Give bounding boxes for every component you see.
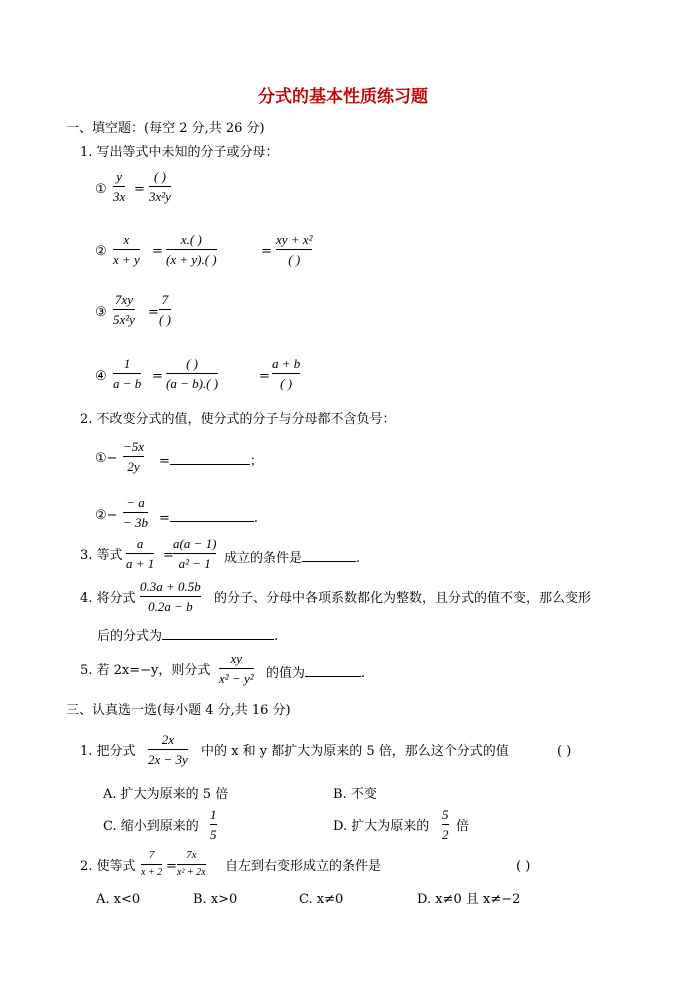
q1-item3-eq: = [148, 305, 159, 320]
s3q2-prefix: 2. 使等式 [80, 859, 136, 874]
s3q2-option-d: D. x≠0 且 x≠−2 [417, 892, 521, 907]
s3q2-suffix: 自左到右变形成立的条件是 [225, 859, 382, 874]
q3-suffix: 成立的条件是 . [224, 551, 361, 566]
q1-item2-frac2: x.( ) (x + y).( ) [166, 232, 217, 267]
q4-line2: 后的分式为 . [97, 629, 279, 644]
section1-heading: 一、填空题：(每空 2 分,共 26 分) [66, 121, 265, 136]
q1-item4-frac1: 1 a − b [113, 356, 142, 391]
q2-item1-frac: −5x 2y [123, 439, 145, 474]
q4-suffix: 的分子、分母中各项系数都化为整数，且分式的值不变，那么变形 [214, 591, 592, 606]
q4-prefix: 4. 将分式 [80, 591, 136, 606]
q1-item3-frac1: 7xy 5x²y [113, 292, 135, 327]
q1-item3-mark: ③ [95, 305, 107, 320]
q2-item2-blank [170, 509, 254, 522]
s3q1-frac: 2x 2x − 3y [148, 732, 188, 767]
q1-label: 1. 写出等式中未知的分子或分母： [80, 145, 279, 160]
q4-frac: 0.3a + 0.5b 0.2a − b [140, 579, 201, 614]
q1-item1-frac1: y 3x [113, 169, 126, 204]
q5-frac: xy x² − y² [219, 651, 254, 686]
s3q2-option-c: C. x≠0 [299, 892, 344, 907]
s3q1-option-c-frac: 1 5 [210, 807, 217, 842]
q5-blank [305, 664, 361, 677]
s3q1-answer-paren: ( ) [557, 744, 572, 759]
s3q2-eq: = [166, 859, 177, 874]
q1-item3-frac2: 7 ( ) [159, 292, 171, 327]
q1-item2-frac3: xy + x² ( ) [276, 232, 313, 267]
s3q2-option-b: B. x>0 [193, 892, 238, 907]
q1-item1-eq: = [134, 182, 145, 197]
s3q2-answer-paren: ( ) [516, 859, 531, 874]
q2-item2-answer: = . [159, 511, 259, 526]
s3q1-option-d-frac: 5 2 [442, 807, 449, 842]
s3q2-frac2: 7x x² + 2x [177, 849, 206, 878]
q5-prefix: 5. 若 2x=−y，则分式 [80, 663, 211, 678]
q2-item1-mark: ①− [95, 451, 118, 466]
s3q2-frac1: 7 x + 2 [141, 849, 163, 878]
q1-item2-frac1: x x + y [113, 232, 140, 267]
q5-suffix: 的值为 . [266, 666, 366, 681]
q2-item1-blank [170, 452, 250, 465]
q1-item4-frac2: ( ) (a − b).( ) [166, 356, 219, 391]
s3q1-option-b: B. 不变 [333, 787, 377, 802]
page-title: 分式的基本性质练习题 [258, 87, 428, 107]
q4-blank [162, 627, 274, 640]
s3q1-prefix: 1. 把分式 [80, 744, 136, 759]
q2-label: 2. 不改变分式的值，使分式的分子与分母都不含负号： [80, 412, 396, 427]
q2-item1-answer: = ； [159, 454, 263, 469]
q1-item4-mark: ④ [95, 369, 107, 384]
q1-item1-frac2: ( ) 3x²y [149, 169, 171, 204]
q1-item2-mark: ② [95, 244, 107, 259]
q3-frac1: a a + 1 [126, 536, 155, 571]
section3-heading: 三、认真选一选(每小题 4 分,共 16 分) [66, 703, 291, 718]
s3q1-option-d-tail: 倍 [456, 819, 470, 834]
s3q1-option-d: D. 扩大为原来的 [333, 819, 430, 834]
s3q1-option-c: C. 缩小到原来的 [103, 819, 199, 834]
s3q1-suffix: 中的 x 和 y 都扩大为原来的 5 倍，那么这个分式的值 [201, 744, 509, 759]
q1-item4-eq1: = [152, 369, 163, 384]
q3-frac2: a(a − 1) a² − 1 [173, 536, 217, 571]
q2-item2-frac: − a − 3b [123, 495, 149, 530]
q1-item2-eq1: = [152, 244, 163, 259]
q1-item2-eq2: = [261, 244, 272, 259]
q3-prefix: 3. 等式 [80, 548, 123, 563]
q2-item2-mark: ②− [95, 508, 118, 523]
s3q2-option-a: A. x<0 [96, 892, 141, 907]
q1-item1-mark: ① [95, 182, 107, 197]
q3-eq: = [163, 548, 174, 563]
q1-item4-frac3: a + b ( ) [272, 356, 301, 391]
q3-blank [302, 549, 356, 562]
q1-item4-eq2: = [259, 369, 270, 384]
s3q1-option-a: A. 扩大为原来的 5 倍 [103, 787, 229, 802]
